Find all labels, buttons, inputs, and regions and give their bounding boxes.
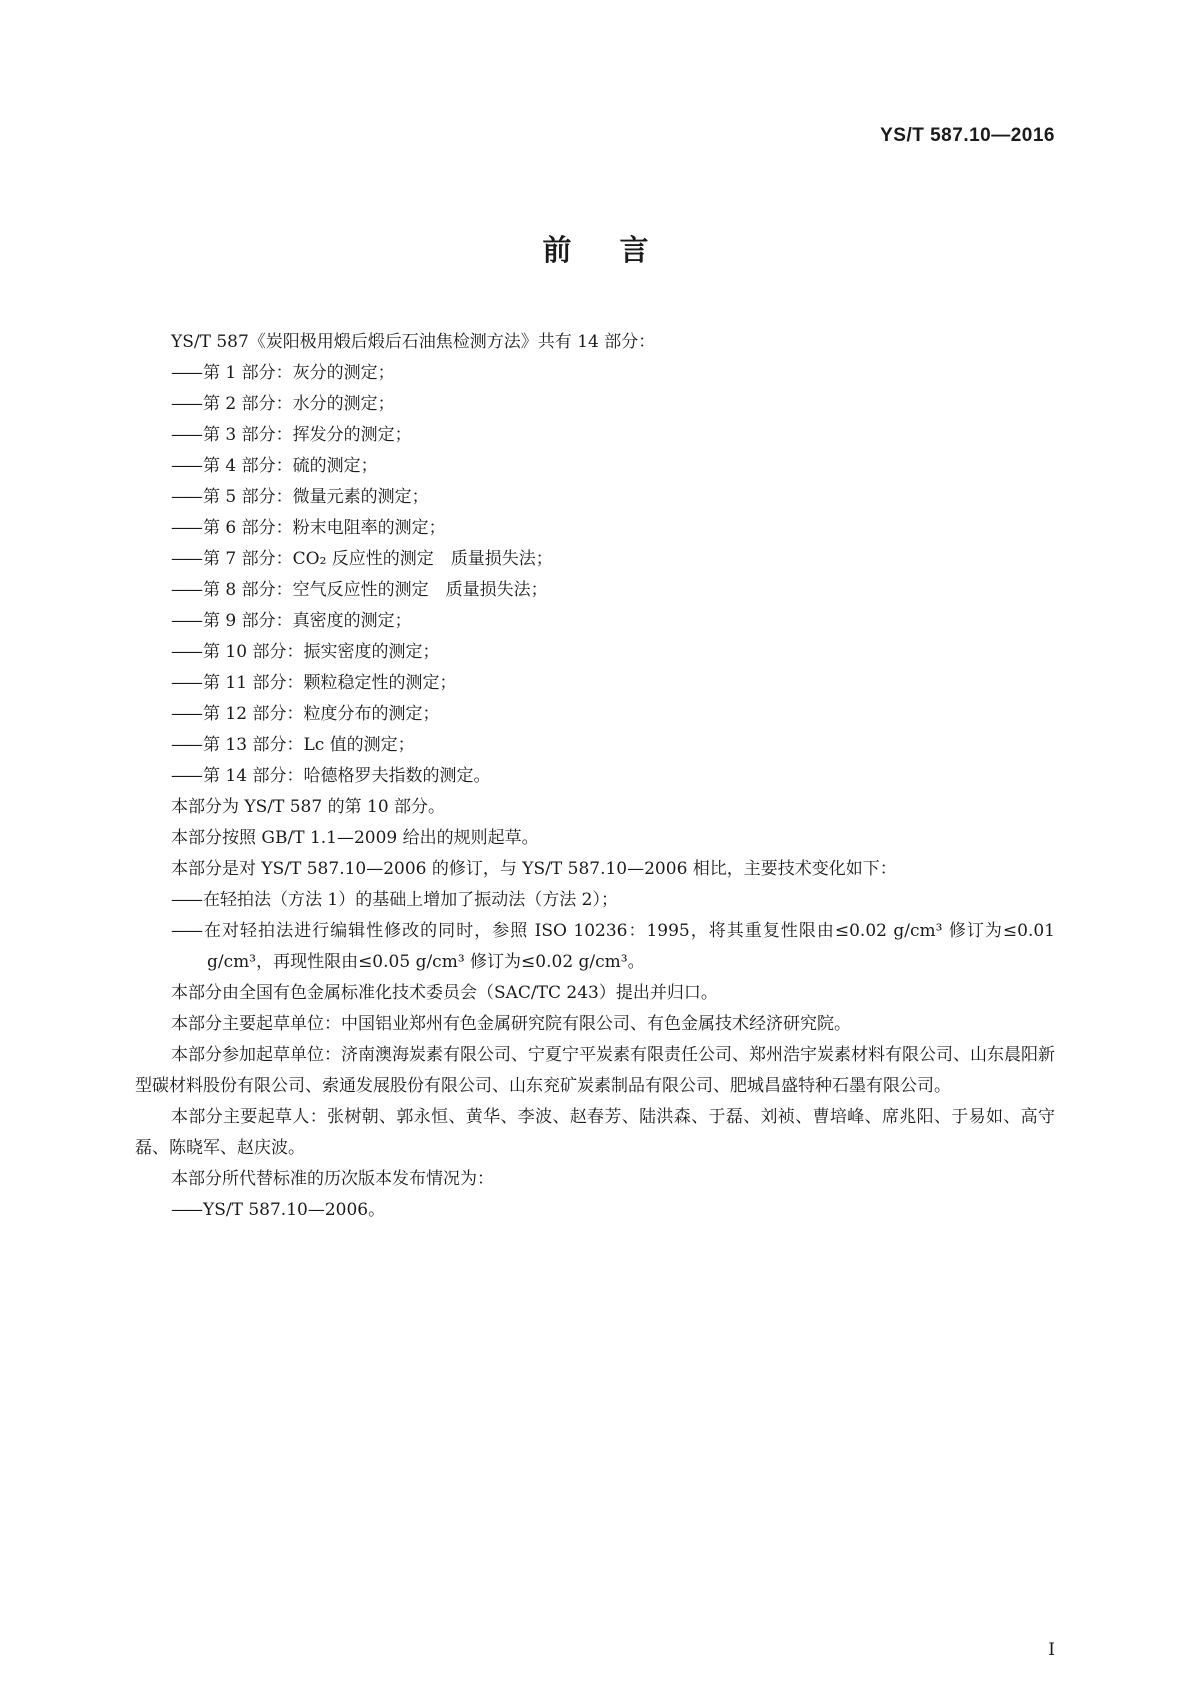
revision-statement: 本部分是对 YS/T 587.10—2006 的修订，与 YS/T 587.10—2006 相比，主要技术变化如下： [171, 859, 897, 879]
list-item: —— 第 8 部分：空气反应性的测定 质量损失法； [171, 580, 548, 600]
page-number: I [1048, 1640, 1055, 1660]
main-drafters: 本部分主要起草人：张树朝、郭永恒、黄华、李波、赵春芳、陆洪森、于磊、刘祯、曹培峰、席兆阳、于易如、高守磊、陈晓军、赵庆波。 [135, 1107, 1055, 1158]
drafting-rules-statement: 本部分按照 GB/T 1.1—2009 给出的规则起草。 [171, 828, 539, 848]
list-item: —— 第 13 部分：Lc 值的测定； [171, 735, 415, 755]
list-item: —— 在对轻拍法进行编辑性修改的同时，参照 ISO 10236：1995，将其重复性限由≤0.02 g/cm³ 修订为≤0.01 g/cm³，再现性限由≤0.05 g/cm³ 修订为≤0.02 g/cm³。 [171, 921, 1055, 972]
intro-paragraph: YS/T 587《炭阳极用煅后煅后石油焦检测方法》共有 14 部分： [171, 332, 656, 352]
list-item: —— 在轻拍法（方法 1）的基础上增加了振动法（方法 2）； [171, 890, 618, 910]
participating-units: 本部分参加起草单位：济南澳海炭素有限公司、宁夏宁平炭素有限责任公司、郑州浩宇炭素材料有限公司、山东晨阳新型碳材料股份有限公司、索通发展股份有限公司、山东兖矿炭素制品有限公司、肥城昌盛特种石墨有限公司。 [135, 1045, 1055, 1096]
standard-code-header: YS/T 587.10—2016 [880, 125, 1055, 146]
page-title: 前言 [542, 233, 697, 267]
list-item: —— 第 11 部分：颗粒稳定性的测定； [171, 673, 457, 693]
list-item: —— 第 4 部分：硫的测定； [171, 456, 378, 476]
list-item: —— 第 2 部分：水分的测定； [171, 394, 395, 414]
list-item: —— 第 9 部分：真密度的测定； [171, 611, 412, 631]
list-item: —— 第 5 部分：微量元素的测定； [171, 487, 429, 507]
proposal-statement: 本部分由全国有色金属标准化技术委员会（SAC/TC 243）提出并归口。 [171, 983, 718, 1003]
list-item: —— 第 6 部分：粉末电阻率的测定； [171, 518, 446, 538]
list-item: —— 第 12 部分：粒度分布的测定； [171, 704, 440, 724]
part-of-statement: 本部分为 YS/T 587 的第 10 部分。 [171, 797, 446, 817]
list-item: —— 第 14 部分：哈德格罗夫指数的测定。 [171, 766, 491, 786]
list-item: —— YS/T 587.10—2006。 [171, 1200, 386, 1220]
parts-list [135, 358, 1055, 792]
changes-list [135, 885, 1055, 978]
list-item: —— 第 10 部分：振实密度的测定； [171, 642, 440, 662]
foreword-body [135, 327, 1055, 1226]
history-intro: 本部分所代替标准的历次版本发布情况为： [171, 1169, 494, 1189]
list-item: —— 第 7 部分：CO₂ 反应性的测定 质量损失法； [171, 549, 553, 569]
list-item: —— 第 1 部分：灰分的测定； [171, 363, 395, 383]
main-drafting-units: 本部分主要起草单位：中国铝业郑州有色金属研究院有限公司、有色金属技术经济研究院。 [171, 1014, 851, 1034]
list-item: —— 第 3 部分：挥发分的测定； [171, 425, 412, 445]
